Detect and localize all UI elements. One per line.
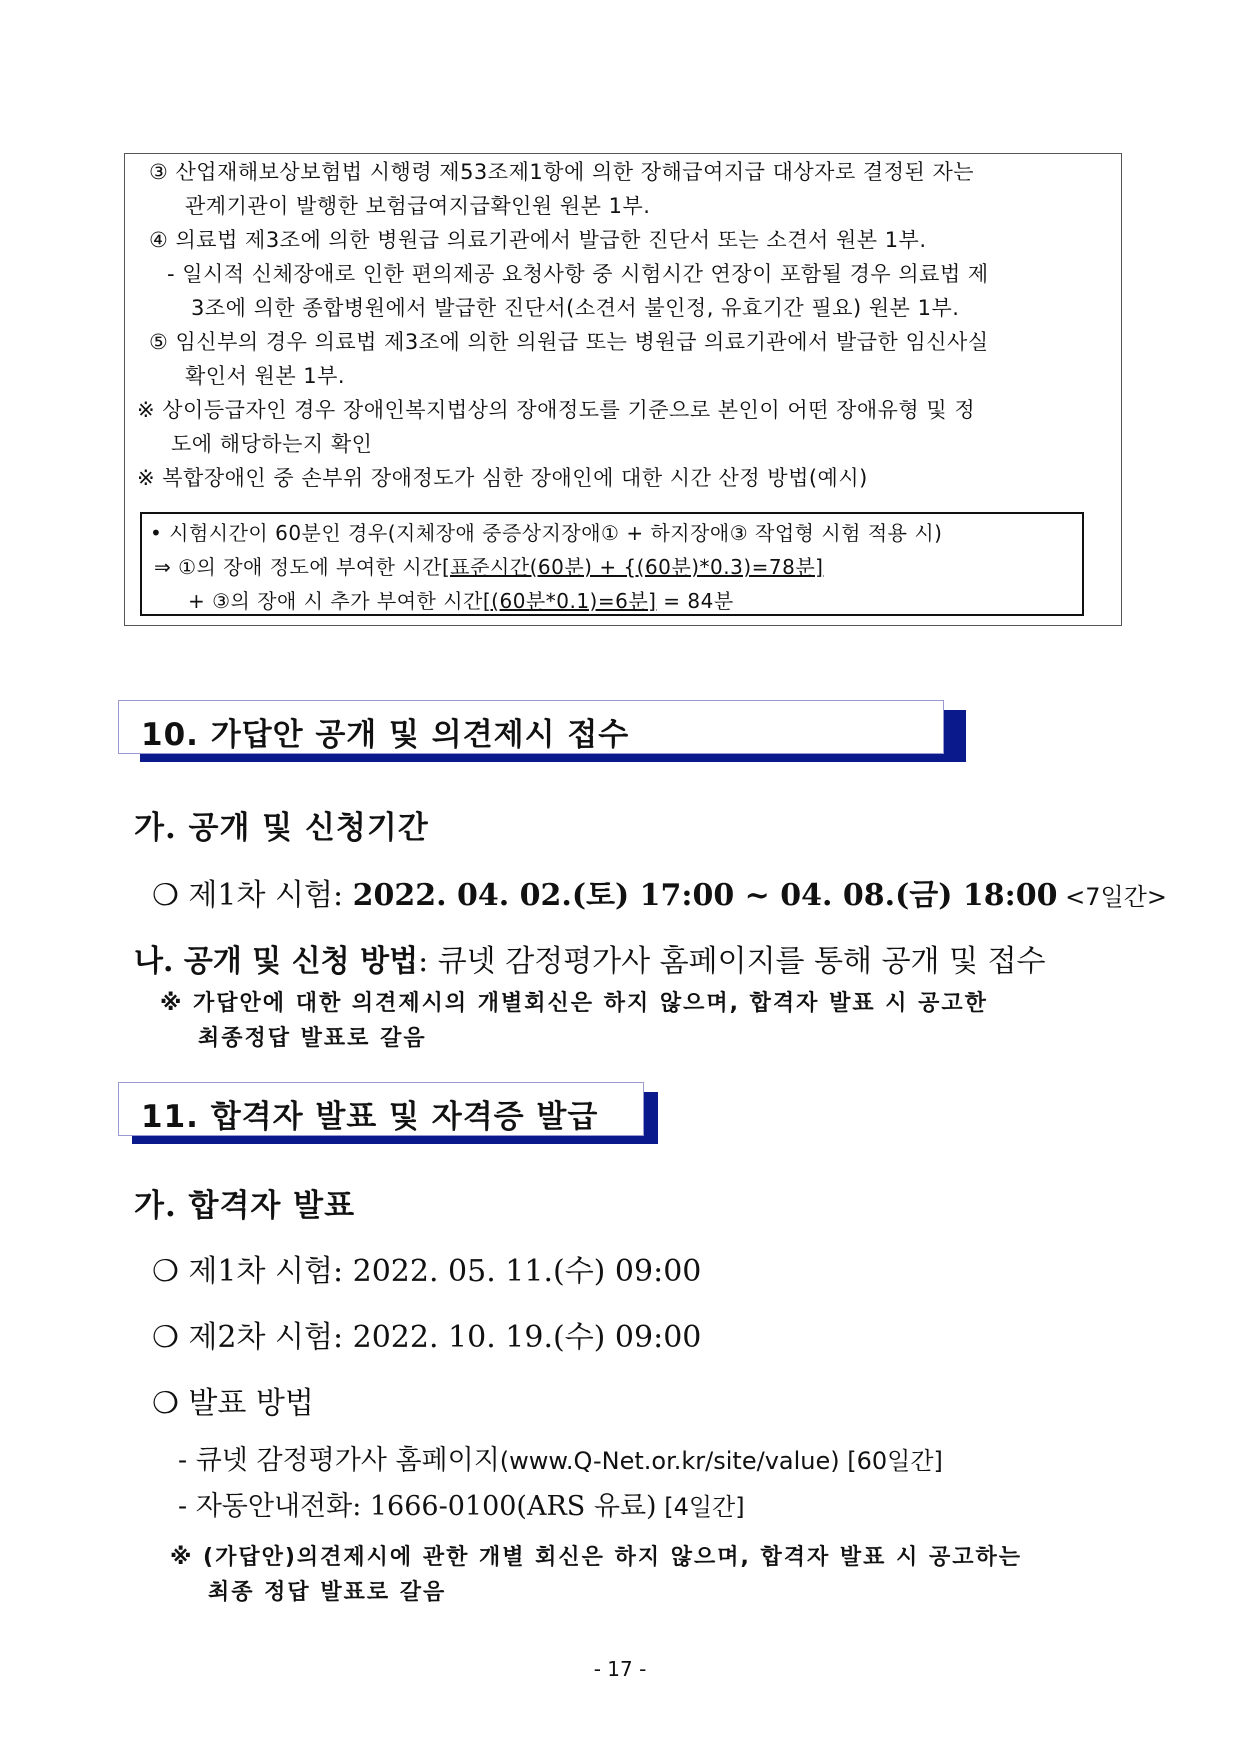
item-date: 2022. 04. 02.(토) 17:00 ~ 04. 08.(금) 18:00 (352, 878, 1058, 913)
website-url: (www.Q-Net.or.kr/site/value) (499, 1447, 840, 1475)
duration: [4일간] (656, 1493, 745, 1521)
header-frame (118, 1082, 644, 1136)
subheading: 가. 합격자 발표 (134, 1188, 356, 1224)
example-box (140, 512, 1084, 616)
schedule-item: ❍ 발표 방법 (152, 1386, 314, 1421)
box-line: ⑤ 임신부의 경우 의료법 제3조에 의한 의원급 또는 병원급 의료기관에서 발급한 임신사실 (149, 330, 989, 354)
note-line: 최종정답 발표로 갈음 (198, 1026, 427, 1051)
example-line (188, 585, 734, 614)
method-text: - 큐넷 감정평가사 홈페이지 (178, 1445, 500, 1476)
schedule-item: ❍ 제2차 시험: 2022. 10. 19.(수) 09:00 (152, 1320, 702, 1355)
schedule-item (152, 870, 1167, 914)
box-line: ③ 산업재해보상보험법 시행령 제53조제1항에 의한 장해급여지급 대상자로 결정된 자는 (149, 160, 975, 184)
item-duration: <7일간> (1057, 883, 1167, 911)
schedule-item: ❍ 제1차 시험: 2022. 05. 11.(수) 09:00 (152, 1254, 702, 1289)
box-line: 도에 해당하는지 확인 (171, 432, 373, 456)
example-line (154, 551, 823, 580)
example-total: = 84분 (656, 589, 734, 613)
box-line: 3조에 의한 종합병원에서 발급한 진단서(소견서 불인정, 유효기간 필요) 원본 1부. (191, 296, 960, 320)
note-line: ※ (가답안)의견제시에 관한 개별 회신은 하지 않으며, 합격자 발표 시 공고하는 (170, 1545, 1023, 1570)
box-line: - 일시적 신체장애로 인한 편의제공 요청사항 중 시험시간 연장이 포함될 경우 의료법 제 (167, 262, 989, 286)
header-frame (118, 700, 944, 754)
example-formula: [(60분*0.1)=6분] (482, 589, 657, 613)
box-line: 확인서 원본 1부. (185, 364, 346, 388)
method-line (178, 1438, 943, 1477)
box-line: 관계기관이 발행한 보험급여지급확인원 원본 1부. (185, 194, 651, 218)
box-line: ※ 복합장애인 중 손부위 장애정도가 심한 장애인에 대한 시간 산정 방법(예시) (137, 466, 868, 490)
section-title: 11. 합격자 발표 및 자격증 발급 (141, 1099, 599, 1135)
method-line (178, 1484, 745, 1523)
page-number: - 17 - (593, 1657, 647, 1681)
item-label: ❍ 제1차 시험: (152, 878, 353, 913)
box-line: ※ 상이등급자인 경우 장애인복지법상의 장애정도를 기준으로 본인이 어떤 장애유형 및 정 (137, 398, 976, 422)
example-line: • 시험시간이 60분인 경우(지체장애 중증상지장애① + 하지장애③ 작업형 시험 적용 시) (150, 521, 943, 545)
note-line: 최종 정답 발표로 갈음 (208, 1580, 447, 1605)
section-11-header (118, 1082, 658, 1144)
example-text: ⇒ ①의 장애 정도에 부여한 시간 (154, 555, 442, 579)
method-text: - 자동안내전화: 1666-0100(ARS 유료) (178, 1491, 657, 1522)
duration: [60일간] (839, 1447, 943, 1475)
method-text: : 큐넷 감정평가사 홈페이지를 통해 공개 및 접수 (418, 944, 1046, 979)
subheading: 가. 공개 및 신청기간 (134, 810, 429, 846)
box-line: ④ 의료법 제3조에 의한 병원급 의료기관에서 발급한 진단서 또는 소견서 원본 1부. (149, 228, 927, 252)
method-line (134, 936, 1046, 980)
section-10-header (118, 700, 966, 762)
section-title: 10. 가답안 공개 및 의견제시 접수 (141, 717, 630, 753)
example-text: + ③의 장애 시 추가 부여한 시간 (188, 589, 483, 613)
subheading: 나. 공개 및 신청 방법 (134, 944, 419, 979)
example-formula: [표준시간(60분) + {(60분)*0.3)=78분] (442, 555, 824, 579)
note-line: ※ 가답안에 대한 의견제시의 개별회신은 하지 않으며, 합격자 발표 시 공고한 (160, 991, 988, 1016)
